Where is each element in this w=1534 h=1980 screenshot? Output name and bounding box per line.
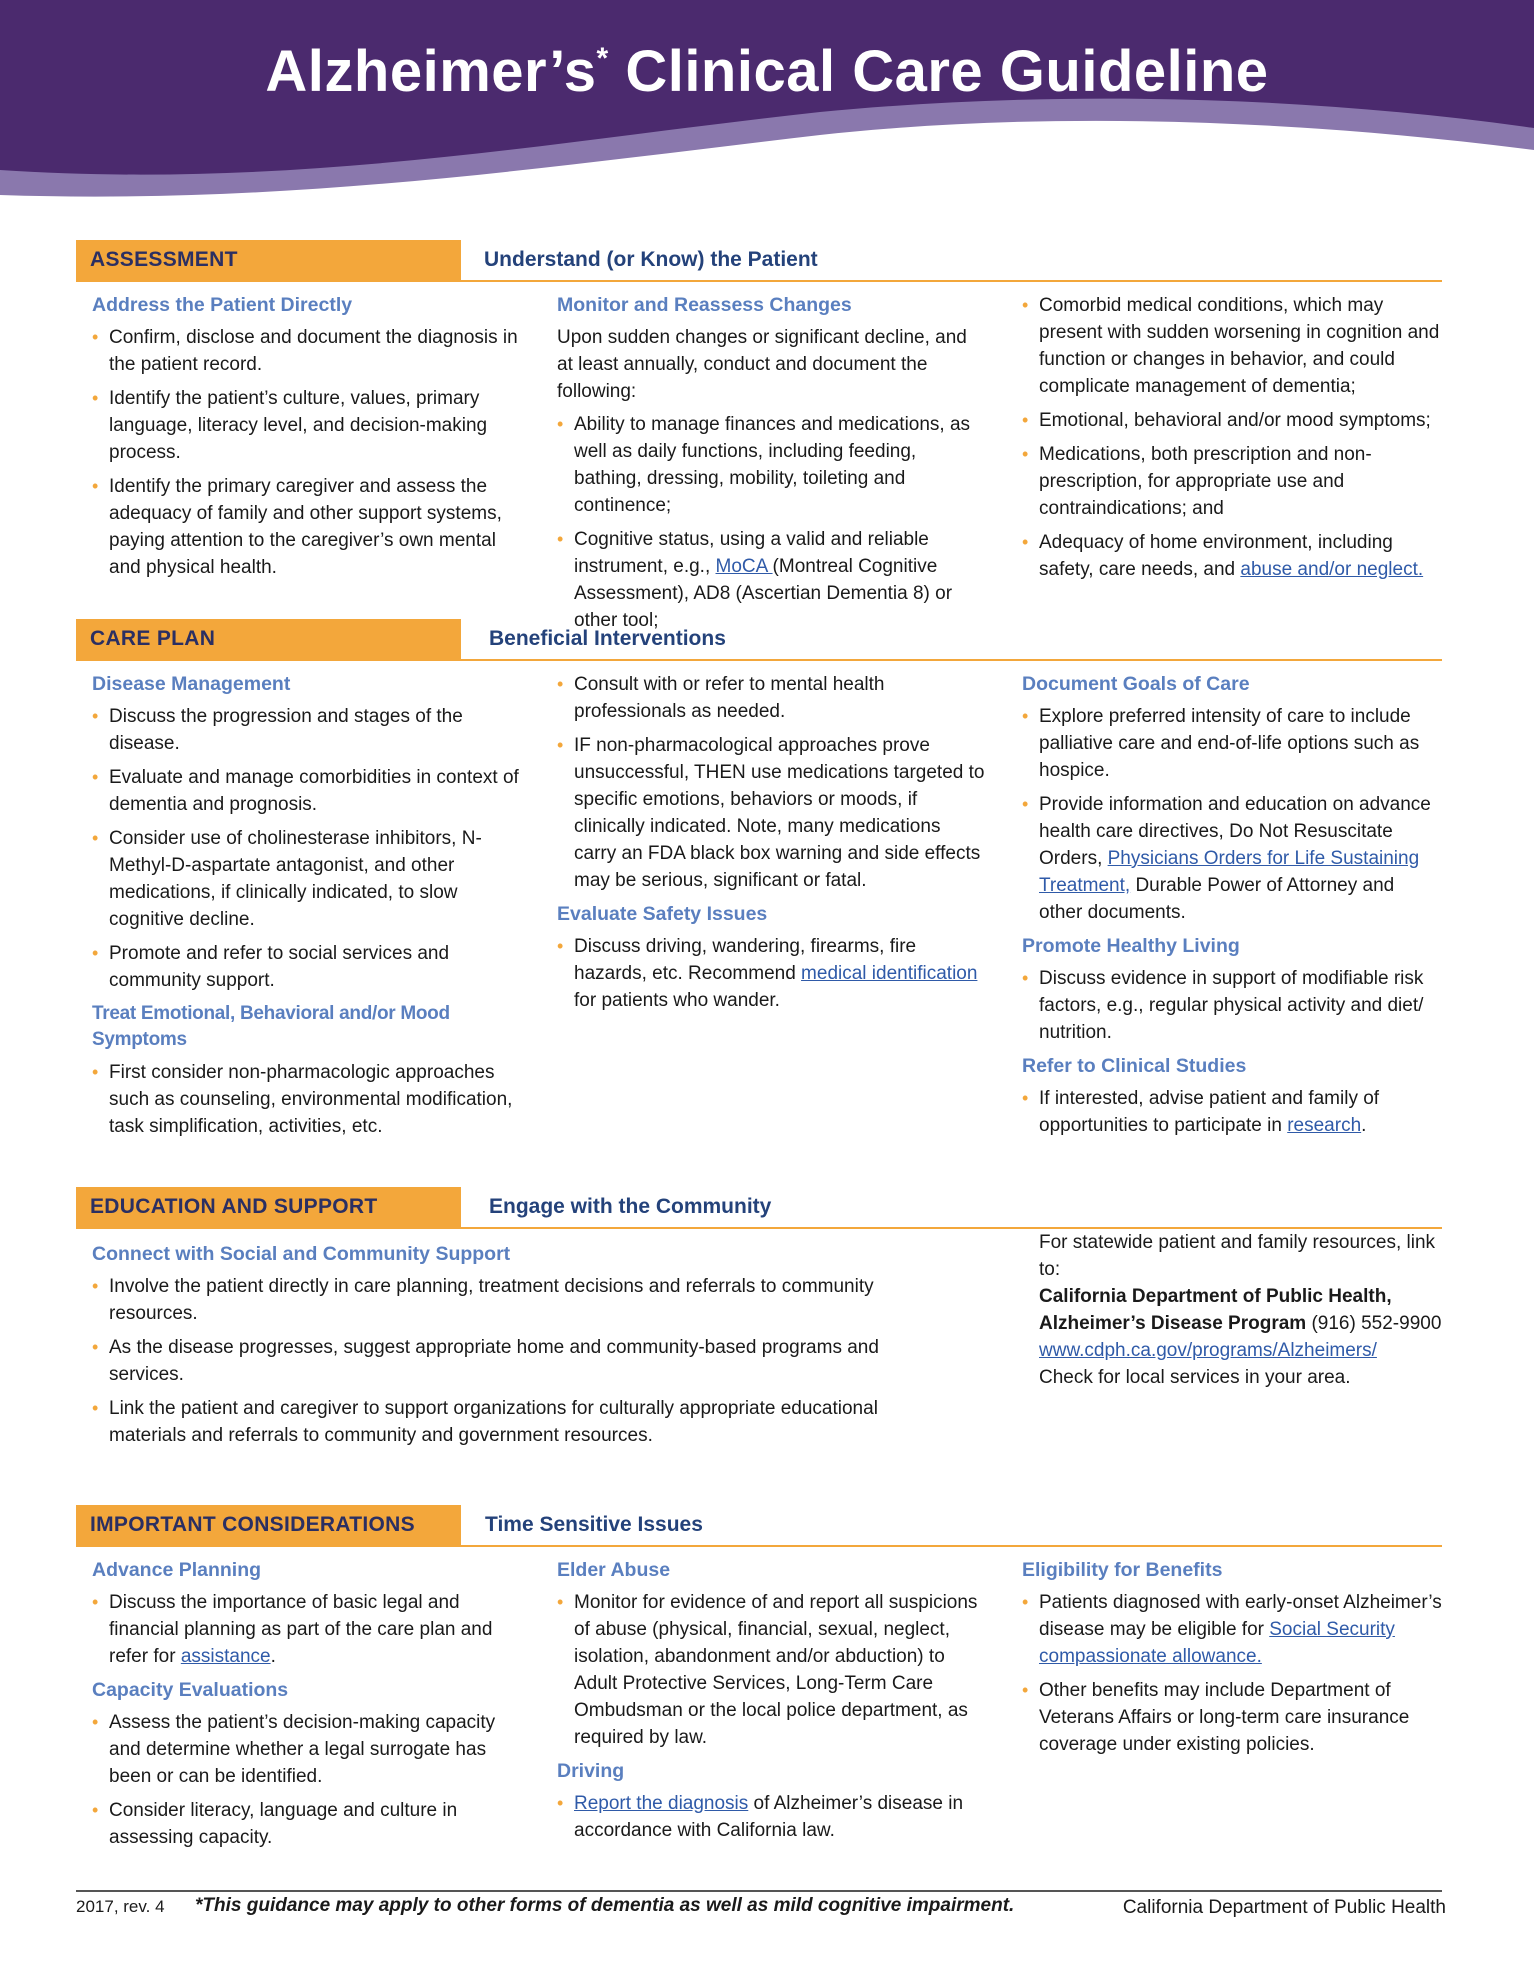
list-item: • Discuss evidence in support of modifiable risk factors, e.g., regular physical activity and diet/ nutrition. — [1022, 965, 1442, 1046]
bullet-list — [92, 703, 522, 994]
education-column-1 — [92, 1241, 912, 1456]
considerations-column-1 — [92, 1557, 522, 1858]
assessment-column-1 — [92, 292, 522, 588]
bullet-list — [92, 1709, 522, 1851]
subheading: Elder Abuse — [557, 1559, 671, 1581]
considerations-column-3 — [1022, 1557, 1442, 1765]
resource-link-line — [1039, 1337, 1449, 1364]
page-header — [0, 0, 1534, 230]
section-subtitle: Understand (or Know) the Patient — [484, 248, 818, 271]
list-item: • Link the patient and caregiver to support organizations for culturally appropriate educational materials and referrals to community and government resources. — [92, 1395, 912, 1449]
subheading: Treat Emotional, Behavioral and/or Mood Symptoms — [92, 1003, 450, 1050]
bullet-list — [92, 1059, 522, 1140]
medical-identification-link[interactable]: medical identification — [801, 963, 978, 984]
report-diagnosis-link[interactable]: Report the diagnosis — [574, 1793, 749, 1814]
footer-note: *This guidance may apply to other forms of dementia as well as mild cognitive impairment. — [195, 1895, 1015, 1916]
assistance-link[interactable]: assistance — [180, 1646, 271, 1667]
bullet-list — [557, 671, 987, 894]
list-item: • Confirm, disclose and document the diagnosis in the patient record. — [92, 324, 522, 378]
section-header — [76, 619, 1442, 661]
list-item: • Assess the patient’s decision-making capacity and determine whether a legal surrogate has been or can be identified. — [92, 1709, 522, 1790]
moca-link[interactable]: MoCA — [715, 556, 773, 577]
section-label: EDUCATION AND SUPPORT — [76, 1187, 461, 1227]
bullet-list — [1022, 965, 1442, 1046]
social-security-link[interactable]: Social Security compassionate allowance. — [1039, 1619, 1395, 1667]
list-item: • Comorbid medical conditions, which may present with sudden worsening in cognition and function or changes in behavior, and could complicate management of dementia; — [1022, 292, 1442, 400]
resource-note: Check for local services in your area. — [1039, 1367, 1351, 1388]
list-item: • Other benefits may include Department of Veterans Affairs or long-term care insurance coverage under existing policies. — [1022, 1677, 1442, 1758]
care-plan-column-1 — [92, 671, 522, 1147]
cdph-website-link[interactable]: www.cdph.ca.gov/programs/Alzheimers/ — [1039, 1340, 1377, 1361]
section-assessment — [76, 240, 1442, 631]
list-item: • Evaluate and manage comorbidities in context of dementia and prognosis. — [92, 764, 522, 818]
bullet-list — [92, 1273, 912, 1449]
bullet-list — [557, 933, 987, 1014]
list-item: • Cognitive status, using a valid and reliable instrument, e.g., MoCA (Montreal Cognitive Assessment), AD8 (Ascertian Dementia 8) or other tool; — [557, 526, 987, 634]
section-header — [76, 240, 1442, 282]
bullet-list — [557, 1790, 987, 1844]
list-item: • Identify the primary caregiver and assess the adequacy of family and other support systems, paying attention to the caregiver’s own mental and physical health. — [92, 473, 522, 581]
bullet-list — [557, 1589, 987, 1751]
list-item: • Report the diagnosis of Alzheimer’s disease in accordance with California law. — [557, 1790, 987, 1844]
list-item: • IF non-pharmacological approaches prove unsuccessful, THEN use medications targeted to specific emotions, behaviors or moods, if clinically indicated. Note, many medications carry an FDA black box warning and side effects may be serious, significant or fatal. — [557, 732, 987, 894]
assessment-column-3 — [1022, 292, 1442, 590]
list-item: • Consider use of cholinesterase inhibitors, N-Methyl-D-aspartate antagonist, and other medications, if clinically indicated, to slow cognitive decline. — [92, 825, 522, 933]
polst-link[interactable]: Physicians Orders for Life Sustaining Treatment, — [1039, 848, 1420, 896]
assessment-column-2 — [557, 292, 987, 641]
subheading: Refer to Clinical Studies — [1022, 1055, 1247, 1077]
section-header — [76, 1187, 1442, 1229]
research-link[interactable]: research — [1287, 1115, 1362, 1136]
header-wave-graphic — [0, 0, 1534, 230]
section-label: CARE PLAN — [76, 619, 461, 659]
subheading: Eligibility for Benefits — [1022, 1559, 1223, 1581]
list-item: • Provide information and education on advance health care directives, Do Not Resuscitate Orders, Physicians Orders for Life Sustaining Treatment, Durable Power of Attorney and other documents. — [1022, 791, 1442, 926]
section-subtitle: Time Sensitive Issues — [485, 1513, 703, 1536]
subheading: Promote Healthy Living — [1022, 935, 1240, 957]
footer-divider — [76, 1890, 1442, 1892]
list-item: • Ability to manage finances and medications, as well as daily functions, including feeding, bathing, dressing, mobility, toileting and continence; — [557, 411, 987, 519]
abuse-neglect-link[interactable]: abuse and/or neglect. — [1240, 559, 1424, 580]
resource-block — [1039, 1229, 1449, 1391]
section-important-considerations — [76, 1505, 1442, 1848]
bullet-list — [92, 1589, 522, 1670]
list-item: • Discuss the progression and stages of the disease. — [92, 703, 522, 757]
section-label: ASSESSMENT — [76, 240, 461, 280]
subheading: Document Goals of Care — [1022, 673, 1250, 695]
subheading: Capacity Evaluations — [92, 1679, 289, 1701]
intro-text: Upon sudden changes or significant decline, and at least annually, conduct and document the following: — [557, 327, 967, 402]
subheading: Driving — [557, 1760, 625, 1782]
subheading: Address the Patient Directly — [92, 294, 353, 316]
section-subtitle: Beneficial Interventions — [489, 627, 726, 650]
list-item: • Consider literacy, language and culture in assessing capacity. — [92, 1797, 522, 1851]
list-item: • First consider non-pharmacologic approaches such as counseling, environmental modification, task simplification, activities, etc. — [92, 1059, 522, 1140]
footer-revision: 2017, rev. 4 — [76, 1897, 165, 1916]
list-item: • Involve the patient directly in care planning, treatment decisions and referrals to community resources. — [92, 1273, 912, 1327]
bullet-list — [1022, 703, 1442, 926]
bullet-list — [1022, 1085, 1442, 1139]
list-item: • Identify the patient’s culture, values, primary language, literacy level, and decision-making process. — [92, 385, 522, 466]
subheading: Evaluate Safety Issues — [557, 903, 768, 925]
section-care-plan — [76, 619, 1442, 1137]
page-title: Alzheimer’s* Clinical Care Guideline — [265, 39, 1269, 104]
bullet-list — [557, 411, 987, 634]
list-item: • Medications, both prescription and non-prescription, for appropriate use and contraindications; and — [1022, 441, 1442, 522]
subheading: Disease Management — [92, 673, 291, 695]
list-item: • Discuss driving, wandering, firearms, fire hazards, etc. Recommend medical identification for patients who wander. — [557, 933, 987, 1014]
list-item: • Promote and refer to social services and community support. — [92, 940, 522, 994]
subheading: Advance Planning — [92, 1559, 262, 1581]
section-header — [76, 1505, 1442, 1547]
list-item: • Explore preferred intensity of care to include palliative care and end-of-life options such as hospice. — [1022, 703, 1442, 784]
subheading: Monitor and Reassess Changes — [557, 294, 852, 316]
footer-org: California Department of Public Health — [1122, 1897, 1446, 1918]
list-item: • Discuss the importance of basic legal and financial planning as part of the care plan and refer for assistance. — [92, 1589, 522, 1670]
resource-org: California Department of Public Health, Alzheimer’s Disease Program (916) 552-9900 — [1039, 1286, 1442, 1334]
list-item: • Patients diagnosed with early-onset Alzheimer’s disease may be eligible for Social Security compassionate allowance. — [1022, 1589, 1442, 1670]
list-item: • As the disease progresses, suggest appropriate home and community-based programs and services. — [92, 1334, 912, 1388]
list-item: • Consult with or refer to mental health professionals as needed. — [557, 671, 987, 725]
bullet-list — [1022, 292, 1442, 583]
care-plan-column-3 — [1022, 671, 1442, 1146]
list-item: • Monitor for evidence of and report all suspicions of abuse (physical, financial, sexual, neglect, isolation, abandonment and/or abduction) to Adult Protective Services, Long-Term Care Ombudsman or the local police department, as required by law. — [557, 1589, 987, 1751]
care-plan-column-2 — [557, 671, 987, 1021]
resource-intro: For statewide patient and family resources, link to: — [1039, 1232, 1436, 1280]
bullet-list — [92, 324, 522, 581]
list-item: • Emotional, behavioral and/or mood symptoms; — [1022, 407, 1442, 434]
list-item: • Adequacy of home environment, including safety, care needs, and abuse and/or neglect. — [1022, 529, 1442, 583]
list-item: • If interested, advise patient and family of opportunities to participate in research. — [1022, 1085, 1442, 1139]
considerations-column-2 — [557, 1557, 987, 1851]
subheading: Connect with Social and Community Support — [92, 1243, 511, 1265]
section-subtitle: Engage with the Community — [489, 1195, 772, 1218]
section-label: IMPORTANT CONSIDERATIONS — [76, 1505, 461, 1545]
bullet-list — [1022, 1589, 1442, 1758]
section-education-support — [76, 1187, 1442, 1446]
